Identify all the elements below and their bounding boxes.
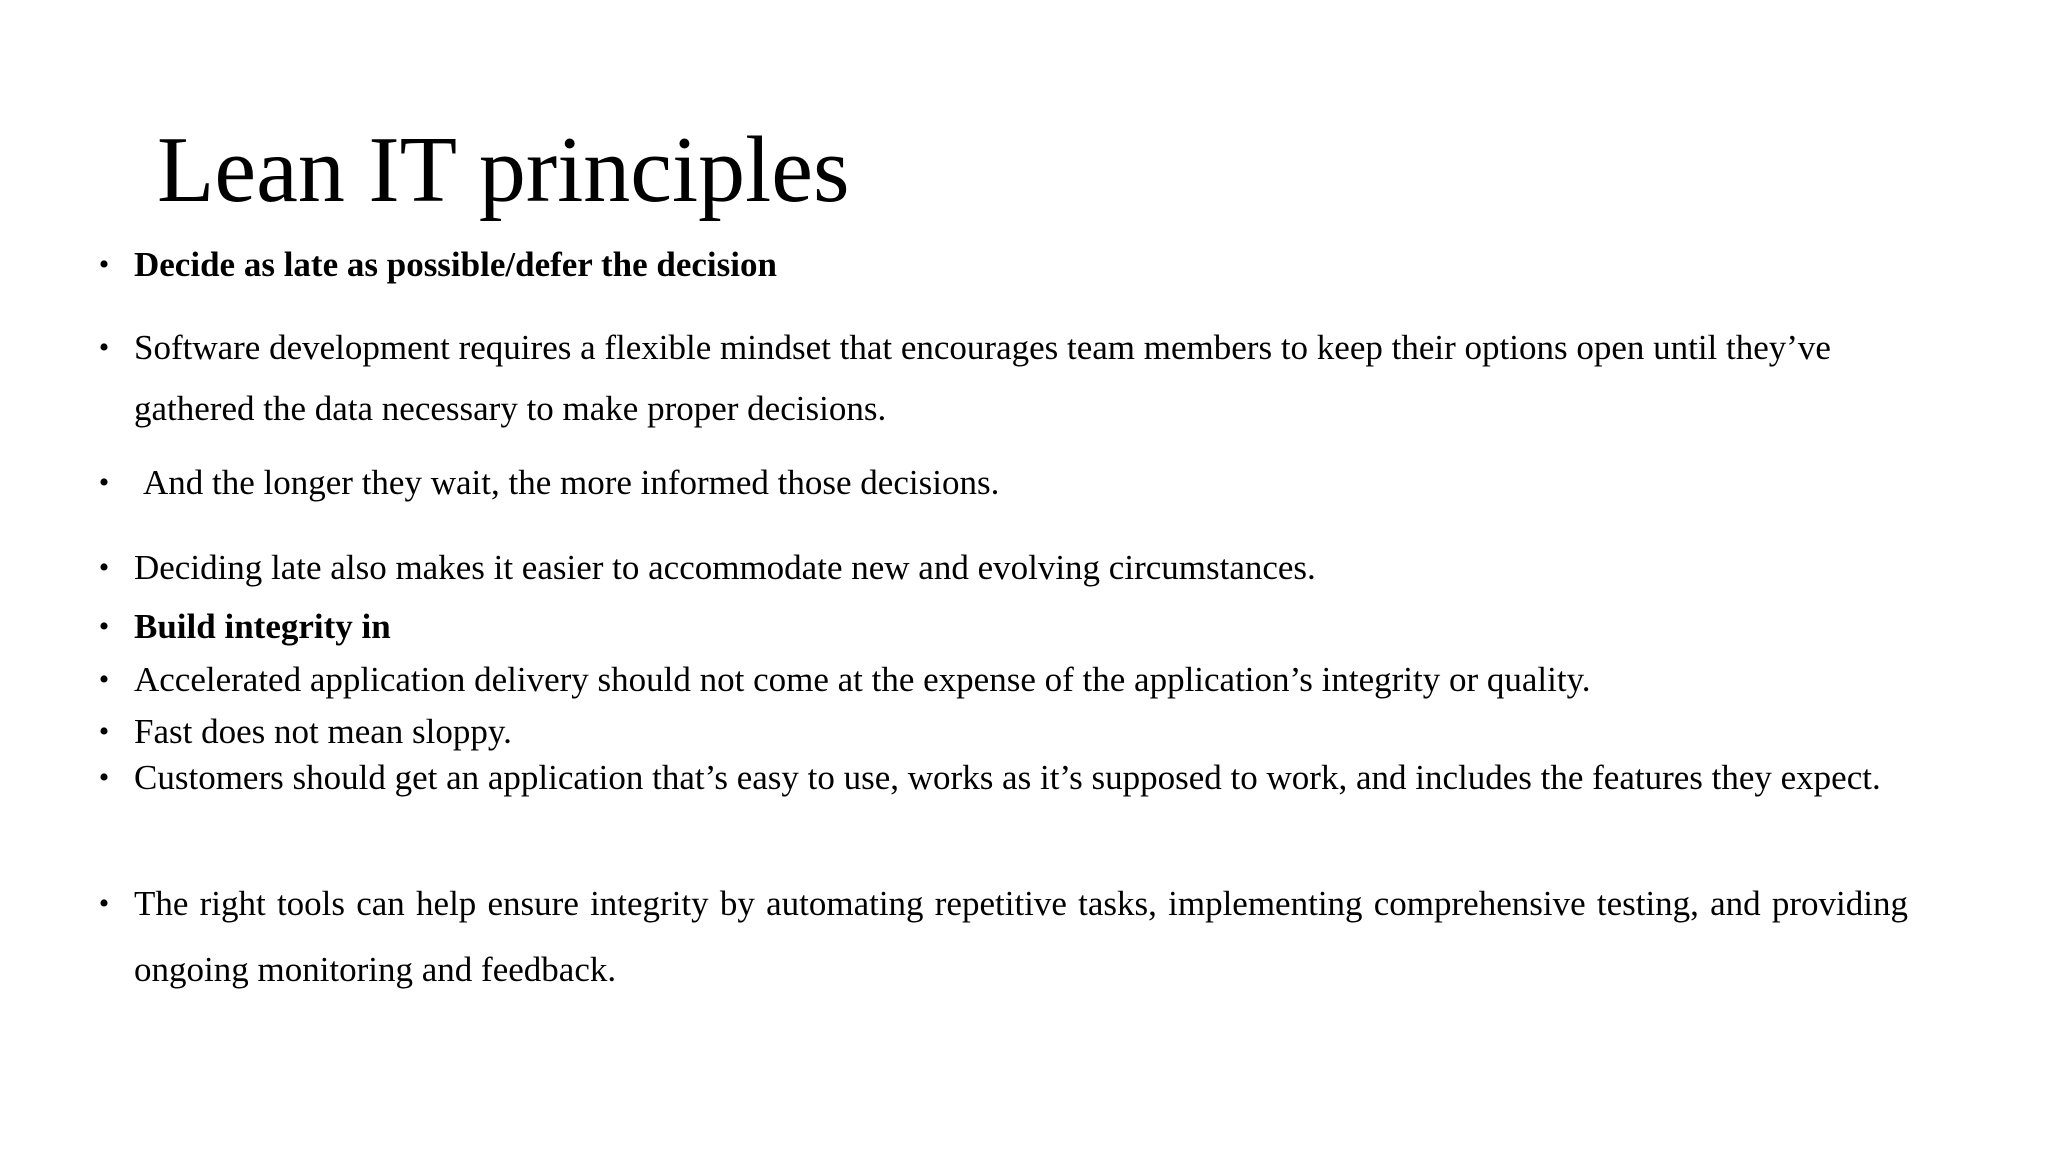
bullet-icon: • (98, 715, 110, 748)
slide-title: Lean IT principles (157, 118, 850, 222)
bullet-text: Customers should get an application that’s easy to use, works as it’s supposed to work, and includes the features they expect. (134, 758, 1881, 797)
bullet-icon: • (98, 761, 110, 794)
bullet-item (92, 758, 1960, 797)
bullet-icon: • (98, 551, 110, 584)
bullet-icon: • (98, 610, 110, 643)
bullet-text: The right tools can help ensure integrity by automating repetitive tasks, implementing comprehensive testing, and providing ongoing monitoring and feedback. (134, 884, 1908, 989)
bullet-text: Deciding late also makes it easier to accommodate new and evolving circumstances. (134, 548, 1316, 587)
bullet-item (92, 460, 1960, 506)
bullet-text: Fast does not mean sloppy. (134, 712, 512, 751)
bullet-item (92, 657, 1960, 703)
bullet-item (92, 871, 1960, 1003)
bullet-icon: • (98, 331, 110, 364)
bullet-item (92, 709, 1960, 755)
bullet-item (92, 545, 1960, 591)
bullet-text: Software development requires a flexible mindset that encourages team members to keep their options open until they’ve gathered the data necessary to make proper decisions. (134, 328, 1831, 428)
bullet-item (92, 604, 1960, 650)
bullet-icon: • (98, 887, 110, 920)
bullet-heading-decide-late: Decide as late as possible/defer the decision (134, 245, 777, 284)
bullet-icon: • (98, 466, 110, 499)
bullet-icon: • (98, 663, 110, 696)
bullet-heading-build-integrity: Build integrity in (134, 607, 391, 646)
bullet-icon: • (98, 248, 110, 281)
bullet-text: And the longer they wait, the more informed those decisions. (143, 463, 1000, 502)
bullet-item (92, 317, 1960, 439)
bullet-item (92, 242, 1960, 288)
bullet-text: Accelerated application delivery should not come at the expense of the application’s integrity or quality. (134, 660, 1591, 699)
